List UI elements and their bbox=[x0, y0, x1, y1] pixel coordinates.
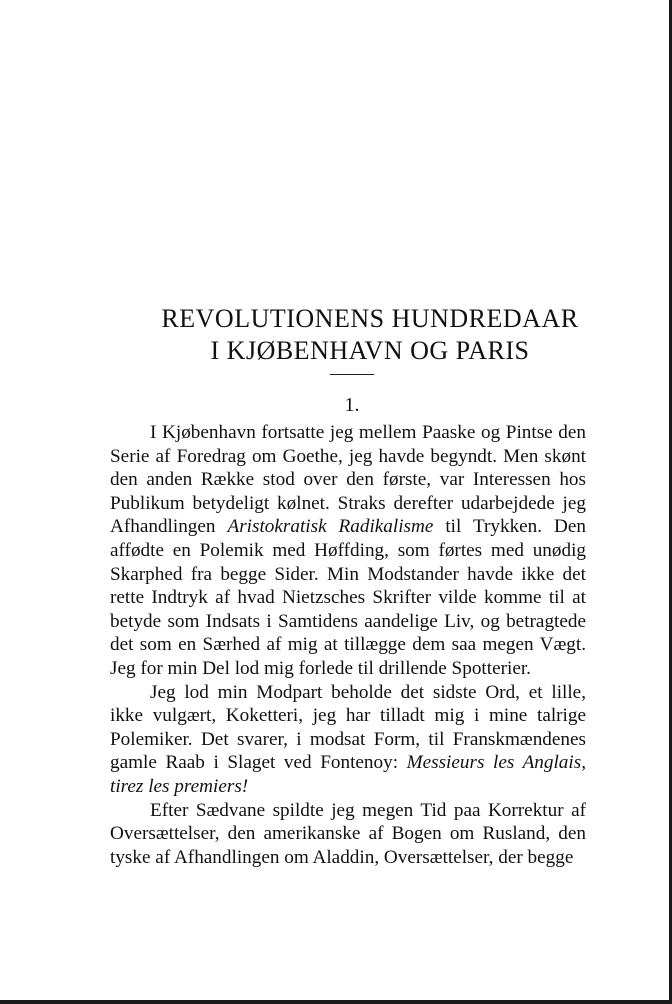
title-divider bbox=[330, 374, 374, 375]
text-segment: Jeg lod min Modpart beholde det sidste Ord, et lille, ikke vulgært, Koketteri, jeg har tilladt mig i mine talrige Polemiker. Det svarer, i modsat Form, til Franskmændenes gamle Raab i Slaget ved Fontenoy: bbox=[110, 681, 586, 774]
scan-edge-bottom bbox=[0, 1000, 672, 1004]
chapter-title-line-2: I KJØBENHAVN OG PARIS bbox=[210, 336, 530, 365]
paragraph-2 bbox=[110, 681, 586, 799]
paragraph-3 bbox=[110, 799, 586, 870]
quote-italic: Messieurs les Anglais, tirez les premiers! bbox=[110, 752, 586, 797]
chapter-title-line-1: REVOLUTIONENS HUNDREDAAR bbox=[161, 304, 579, 333]
text-segment: I Kjøbenhavn fortsatte jeg mellem Paaske og Pintse den Serie af Foredrag om Goethe, jeg havde begyndt. Men skønt den anden Række stod over den første, var Interessen hos Publikum betydeligt kølnet. Straks derefter udarbejdede jeg Afhandlingen bbox=[110, 422, 586, 538]
text-segment: Efter Sædvane spildte jeg megen Tid paa Korrektur af Oversættelser, den amerikanske af Bogen om Rusland, den tyske af Afhandlingen om Aladdin, Oversættelser, der begge bbox=[110, 799, 586, 868]
text-segment: til Trykken. Den affødte en Polemik med Høffding, som førtes med unødig Skarphed fra begge Sider. Min Modstander havde ikke det rette Indtryk af hvad Nietzsches Skrifter vilde komme til at betyde som Indsats i Samtidens aandelige Liv, og betragtede det som en Særhed af mig at tillægge dem saa megen Vægt. Jeg for min Del lod mig forlede til drillende Spotterier. bbox=[110, 516, 586, 679]
section-number: 1. bbox=[344, 394, 360, 416]
book-title-italic: Aristokratisk Radikalisme bbox=[227, 516, 434, 538]
body-text bbox=[110, 421, 586, 869]
paragraph-1 bbox=[110, 421, 586, 681]
